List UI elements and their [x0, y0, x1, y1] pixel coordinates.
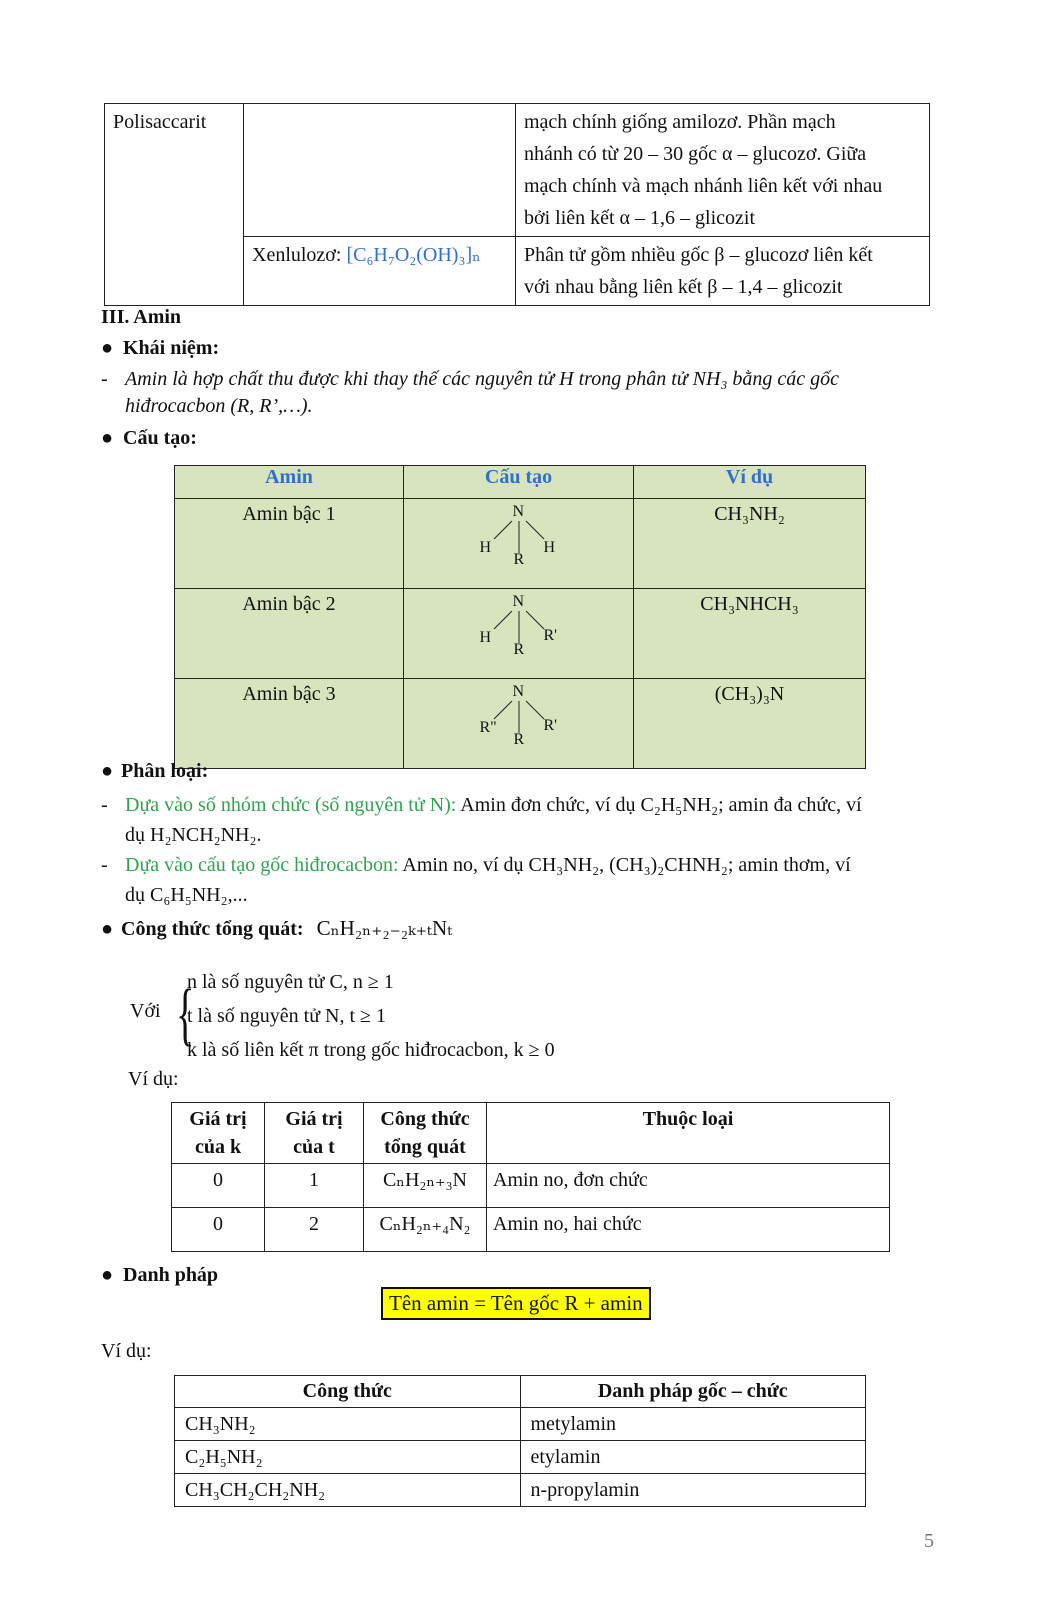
poly-row2-name	[244, 237, 516, 306]
atom-label: N	[512, 683, 525, 700]
amine-degree: Amin bậc 1	[175, 499, 404, 589]
k-value: 0	[172, 1164, 265, 1208]
poly-empty-cell	[244, 104, 516, 237]
cellulose-formula: [C₆H₇O₂(OH)₃]ₙ	[346, 244, 481, 266]
concept-line1: Amin là hợp chất thu được khi thay thế các nguyên tử H trong phân tử NH₃ bằng các gốc	[125, 368, 840, 390]
structure-diagram-cell	[404, 499, 634, 589]
t-value: 2	[265, 1208, 364, 1252]
name-header: Danh pháp gốc – chức	[520, 1376, 866, 1408]
atom-label: H	[479, 539, 492, 556]
amine-degree: Amin bậc 2	[175, 589, 404, 679]
atom-label: R'	[543, 717, 558, 734]
poly-row1-desc	[516, 104, 930, 237]
ex-row	[172, 1164, 890, 1208]
concept-heading	[101, 337, 219, 360]
type-cell: Amin no, hai chức	[487, 1208, 890, 1252]
general-formula: CₙH₂ₙ₊₂₋₂ₖ₊ₜNₜ	[316, 916, 453, 940]
atom-label: R	[513, 551, 525, 568]
bullet-icon: ●	[101, 1264, 114, 1286]
example-label: Ví dụ:	[128, 1068, 179, 1090]
bullet-icon: ●	[101, 760, 114, 782]
name-cell: n-propylamin	[520, 1474, 866, 1507]
classification-detail-2b: dụ C₆H₅NH₂,...	[125, 884, 248, 906]
formula-cell: CₙH₂ₙ₊₄N₂	[364, 1208, 487, 1252]
name-cell: etylamin	[520, 1441, 866, 1474]
poly-category: Polisaccarit	[105, 104, 244, 306]
struct-header: Ví dụ	[634, 466, 866, 499]
page-number: 5	[924, 1530, 934, 1552]
left-brace: {	[176, 976, 195, 1053]
nomenclature-heading-text: Danh pháp	[123, 1264, 219, 1286]
struct-row	[175, 589, 866, 679]
dash-icon: -	[101, 368, 108, 390]
atom-label: R	[513, 641, 525, 658]
atom-label: R"	[479, 719, 497, 736]
general-formula-line	[101, 916, 452, 941]
classification-heading	[101, 760, 208, 783]
atom-label: R'	[543, 627, 558, 644]
tertiary-amine-structure	[464, 679, 574, 759]
section-title: III. Amin	[101, 306, 182, 328]
with-label: Với	[130, 1000, 161, 1022]
poly-row1-line: mạch chính và mạch nhánh liên kết với nhau	[524, 175, 883, 197]
ex-header: Giá trị của t	[265, 1103, 364, 1164]
k-value: 0	[172, 1208, 265, 1252]
condition-item: k là số liên kết π trong gốc hiđrocacbon, k ≥ 0	[187, 1039, 555, 1061]
concept-heading-text: Khái niệm:	[123, 337, 220, 359]
concept-text	[101, 368, 933, 418]
polysaccharide-table	[104, 103, 930, 306]
t-value: 1	[265, 1164, 364, 1208]
secondary-amine-structure	[464, 589, 574, 669]
ex-header: Thuộc loại	[487, 1103, 890, 1164]
ex-row	[172, 1208, 890, 1252]
formula-cell: C₂H₅NH₂	[175, 1441, 521, 1474]
concept-line2: hiđrocacbon (R, R’,…).	[125, 395, 313, 417]
amine-structure-table	[174, 465, 866, 769]
example-label-2: Ví dụ:	[101, 1340, 152, 1362]
bullet-icon: ●	[101, 427, 114, 449]
classification-detail-2: Amin no, ví dụ CH₃NH₂, (CH₃)₂CHNH₂; amin thơm, ví	[398, 854, 851, 876]
struct-row	[175, 499, 866, 589]
atom-label: H	[479, 629, 492, 646]
classification-detail-1: Amin đơn chức, ví dụ C₂H₅NH₂; amin đa chức, ví	[456, 794, 862, 816]
struct-header: Cấu tạo	[404, 466, 634, 499]
classification-criterion-2: Dựa vào cấu tạo gốc hiđrocacbon:	[125, 854, 399, 876]
structure-diagram-cell	[404, 679, 634, 769]
structure-diagram-cell	[404, 589, 634, 679]
structure-heading-text: Cấu tạo:	[123, 427, 197, 449]
poly-row1-line: mạch chính giống amilozơ. Phần mạch	[524, 111, 836, 133]
formula-cell: CH₃CH₂CH₂NH₂	[175, 1474, 521, 1507]
poly-row2-desc	[516, 237, 930, 306]
name-row	[175, 1474, 866, 1507]
structure-heading	[101, 427, 197, 450]
name-row	[175, 1441, 866, 1474]
nomenclature-heading	[101, 1264, 218, 1287]
cellulose-label: Xenlulozơ:	[252, 244, 342, 266]
naming-rule-box: Tên amin = Tên gốc R + amin	[381, 1287, 651, 1320]
atom-label: R	[513, 731, 525, 748]
name-header: Công thức	[175, 1376, 521, 1408]
poly-row1-line: bởi liên kết α – 1,6 – glicozit	[524, 207, 756, 229]
type-cell: Amin no, đơn chức	[487, 1164, 890, 1208]
bullet-icon: ●	[101, 337, 114, 359]
primary-amine-structure	[464, 499, 574, 579]
poly-row2-line: Phân tử gồm nhiều gốc β – glucozơ liên kết	[524, 244, 873, 266]
atom-label: H	[543, 539, 556, 556]
dash-icon: -	[101, 794, 108, 816]
amine-example: CH₃NH₂	[634, 499, 866, 589]
bullet-icon: ●	[101, 918, 114, 940]
atom-label: N	[512, 593, 525, 610]
conditions-list	[187, 965, 555, 1067]
general-formula-heading: Công thức tổng quát:	[121, 918, 304, 940]
poly-row1-line: nhánh có từ 20 – 30 gốc α – glucozơ. Giữa	[524, 143, 867, 165]
classification-detail-1b: dụ H₂NCH₂NH₂.	[125, 824, 262, 846]
classification-heading-text: Phân loại:	[121, 760, 209, 782]
struct-row	[175, 679, 866, 769]
condition-item: t là số nguyên tử N, t ≥ 1	[187, 1005, 387, 1027]
poly-row2-line: với nhau bằng liên kết β – 1,4 – glicozit	[524, 276, 843, 298]
ex-header: Giá trị của k	[172, 1103, 265, 1164]
classification-criterion-1: Dựa vào số nhóm chức (số nguyên tử N):	[125, 794, 457, 816]
formula-cell: CₙH₂ₙ₊₃N	[364, 1164, 487, 1208]
dash-icon: -	[101, 854, 108, 876]
atom-label: N	[512, 503, 525, 520]
amine-example: (CH₃)₃N	[634, 679, 866, 769]
naming-table	[174, 1375, 866, 1507]
name-cell: metylamin	[520, 1408, 866, 1441]
classification-list	[101, 790, 937, 910]
struct-header: Amin	[175, 466, 404, 499]
general-formula-example-table	[171, 1102, 890, 1252]
amine-degree: Amin bậc 3	[175, 679, 404, 769]
formula-cell: CH₃NH₂	[175, 1408, 521, 1441]
amine-example: CH₃NHCH₃	[634, 589, 866, 679]
ex-header: Công thức tổng quát	[364, 1103, 487, 1164]
condition-item: n là số nguyên tử C, n ≥ 1	[187, 971, 394, 993]
name-row	[175, 1408, 866, 1441]
